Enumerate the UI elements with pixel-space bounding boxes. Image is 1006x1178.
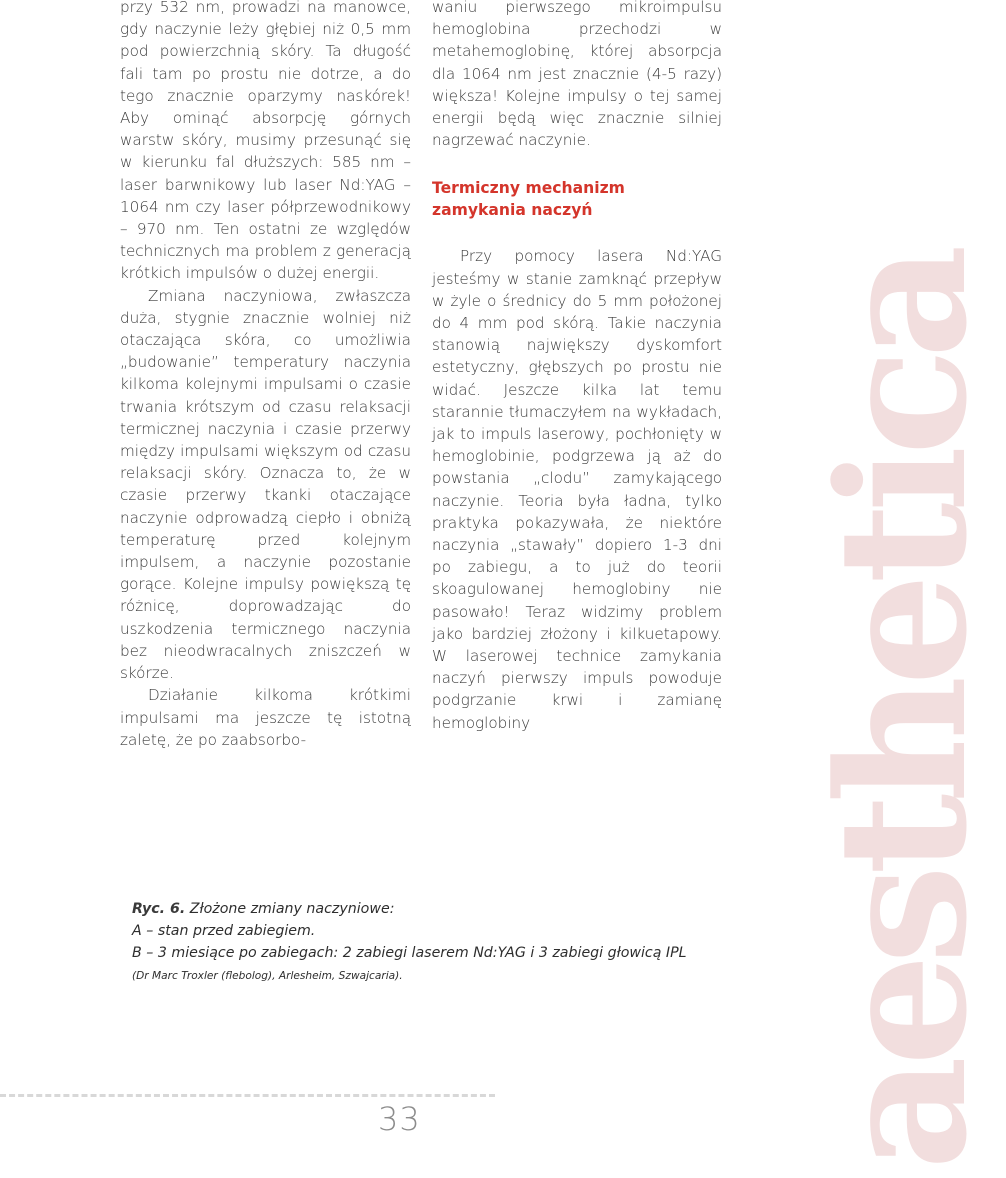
paragraph: Zmiana naczyniowa, zwłaszcza duża, stygnie znacznie wolniej niż otaczająca skóra, co umożliwia „budowanie” temperatury naczynia kilkoma kolejnymi impulsami o czasie trwania krótszym od czasu relaksacji termicznej naczynia i czasie przerwy między impulsami większym od czasu relaksacji skóry. Oznacza to, że w czasie przerwy tkanki otaczające naczynie odprowadzą ciepło i obniżą temperaturę przed kolejnym impulsem, a naczynie pozostanie gorące. Kolejne impulsy powiększą tę różnicę, doprowadzając do uszkodzenia termicznego naczynia bez nieodwracalnych zniszczeń w skórze. xyxy=(120,286,411,683)
figure-title: Złożone zmiany naczyniowe: xyxy=(189,901,395,917)
magazine-watermark: aesthetica xyxy=(799,254,1006,1170)
figure-label: Ryc. 6. xyxy=(132,901,186,917)
caption-line-a: A – stan przed zabiegiem. xyxy=(132,923,316,939)
section-heading: Termiczny mechanizm zamykania naczyń xyxy=(432,179,625,220)
footer-dashed-rule xyxy=(0,1094,495,1097)
paragraph: przy 532 nm, prowadzi na manowce, gdy naczynie leży głębiej niż 0,5 mm pod powierzchnią skóry. Ta długość fali tam po prostu nie dotrze, a do tego znacznie oparzymy naskórek! Aby ominąć absorpcję górnych warstw skóry, musimy przesunąć się w kierunku fal dłuższych: 585 nm – laser barwnikowy lub laser Nd:YAG – 1064 nm czy laser półprzewodnikowy – 970 nm. Ten ostatni ze względów technicznych ma problem z generacją krótkich impulsów o dużej energii. xyxy=(120,0,411,283)
page-number: 33 xyxy=(378,1100,421,1138)
caption-line-b: B – 3 miesiące po zabiegach: 2 zabiegi laserem Nd:YAG i 3 zabiegi głowicą IPL xyxy=(132,945,687,961)
figure-caption xyxy=(132,898,692,986)
paragraph: waniu pierwszego mikroimpulsu hemoglobina przechodzi w metahemoglobinę, której absorpcja dla 1064 nm jest znacznie (4-5 razy) większa! Kolejne impulsy o tej samej energii będą więc znacznie silniej nagrzewać naczynie. xyxy=(432,0,722,150)
caption-credit: (Dr Marc Troxler (flebolog), Arlesheim, Szwajcaria). xyxy=(132,970,403,982)
paragraph: Działanie kilkoma krótkimi impulsami ma jeszcze tę istotną zaletę, że po zaabsorbo- xyxy=(120,686,411,749)
paragraph: Przy pomocy lasera Nd:YAG jesteśmy w stanie zamknąć przepływ w żyle o średnicy do 5 mm położonej do 4 mm pod skórą. Takie naczynia stanowią największy dyskomfort estetyczny, głębszych po prostu nie widać. Jeszcze kilka lat temu starannie tłumaczyłem na wykładach, jak to impuls laserowy, pochłonięty w hemoglobinie, podgrzewa ją aż do powstania „clodu” zamykającego naczynie. Teoria była ładna, tylko praktyka pokazywała, że niektóre naczynia „stawały” dopiero 1-3 dni po zabiegu, a to już do teorii skoagulowanej hemoglobiny nie pasowało! Teraz widzimy problem jako bardziej złożony i kilkuetapowy. W laserowej technice zamykania naczyń pierwszy impuls powoduje podgrzanie krwi i zamianę hemoglobiny xyxy=(432,247,722,732)
left-text-column xyxy=(120,0,411,751)
right-text-column xyxy=(432,0,722,734)
